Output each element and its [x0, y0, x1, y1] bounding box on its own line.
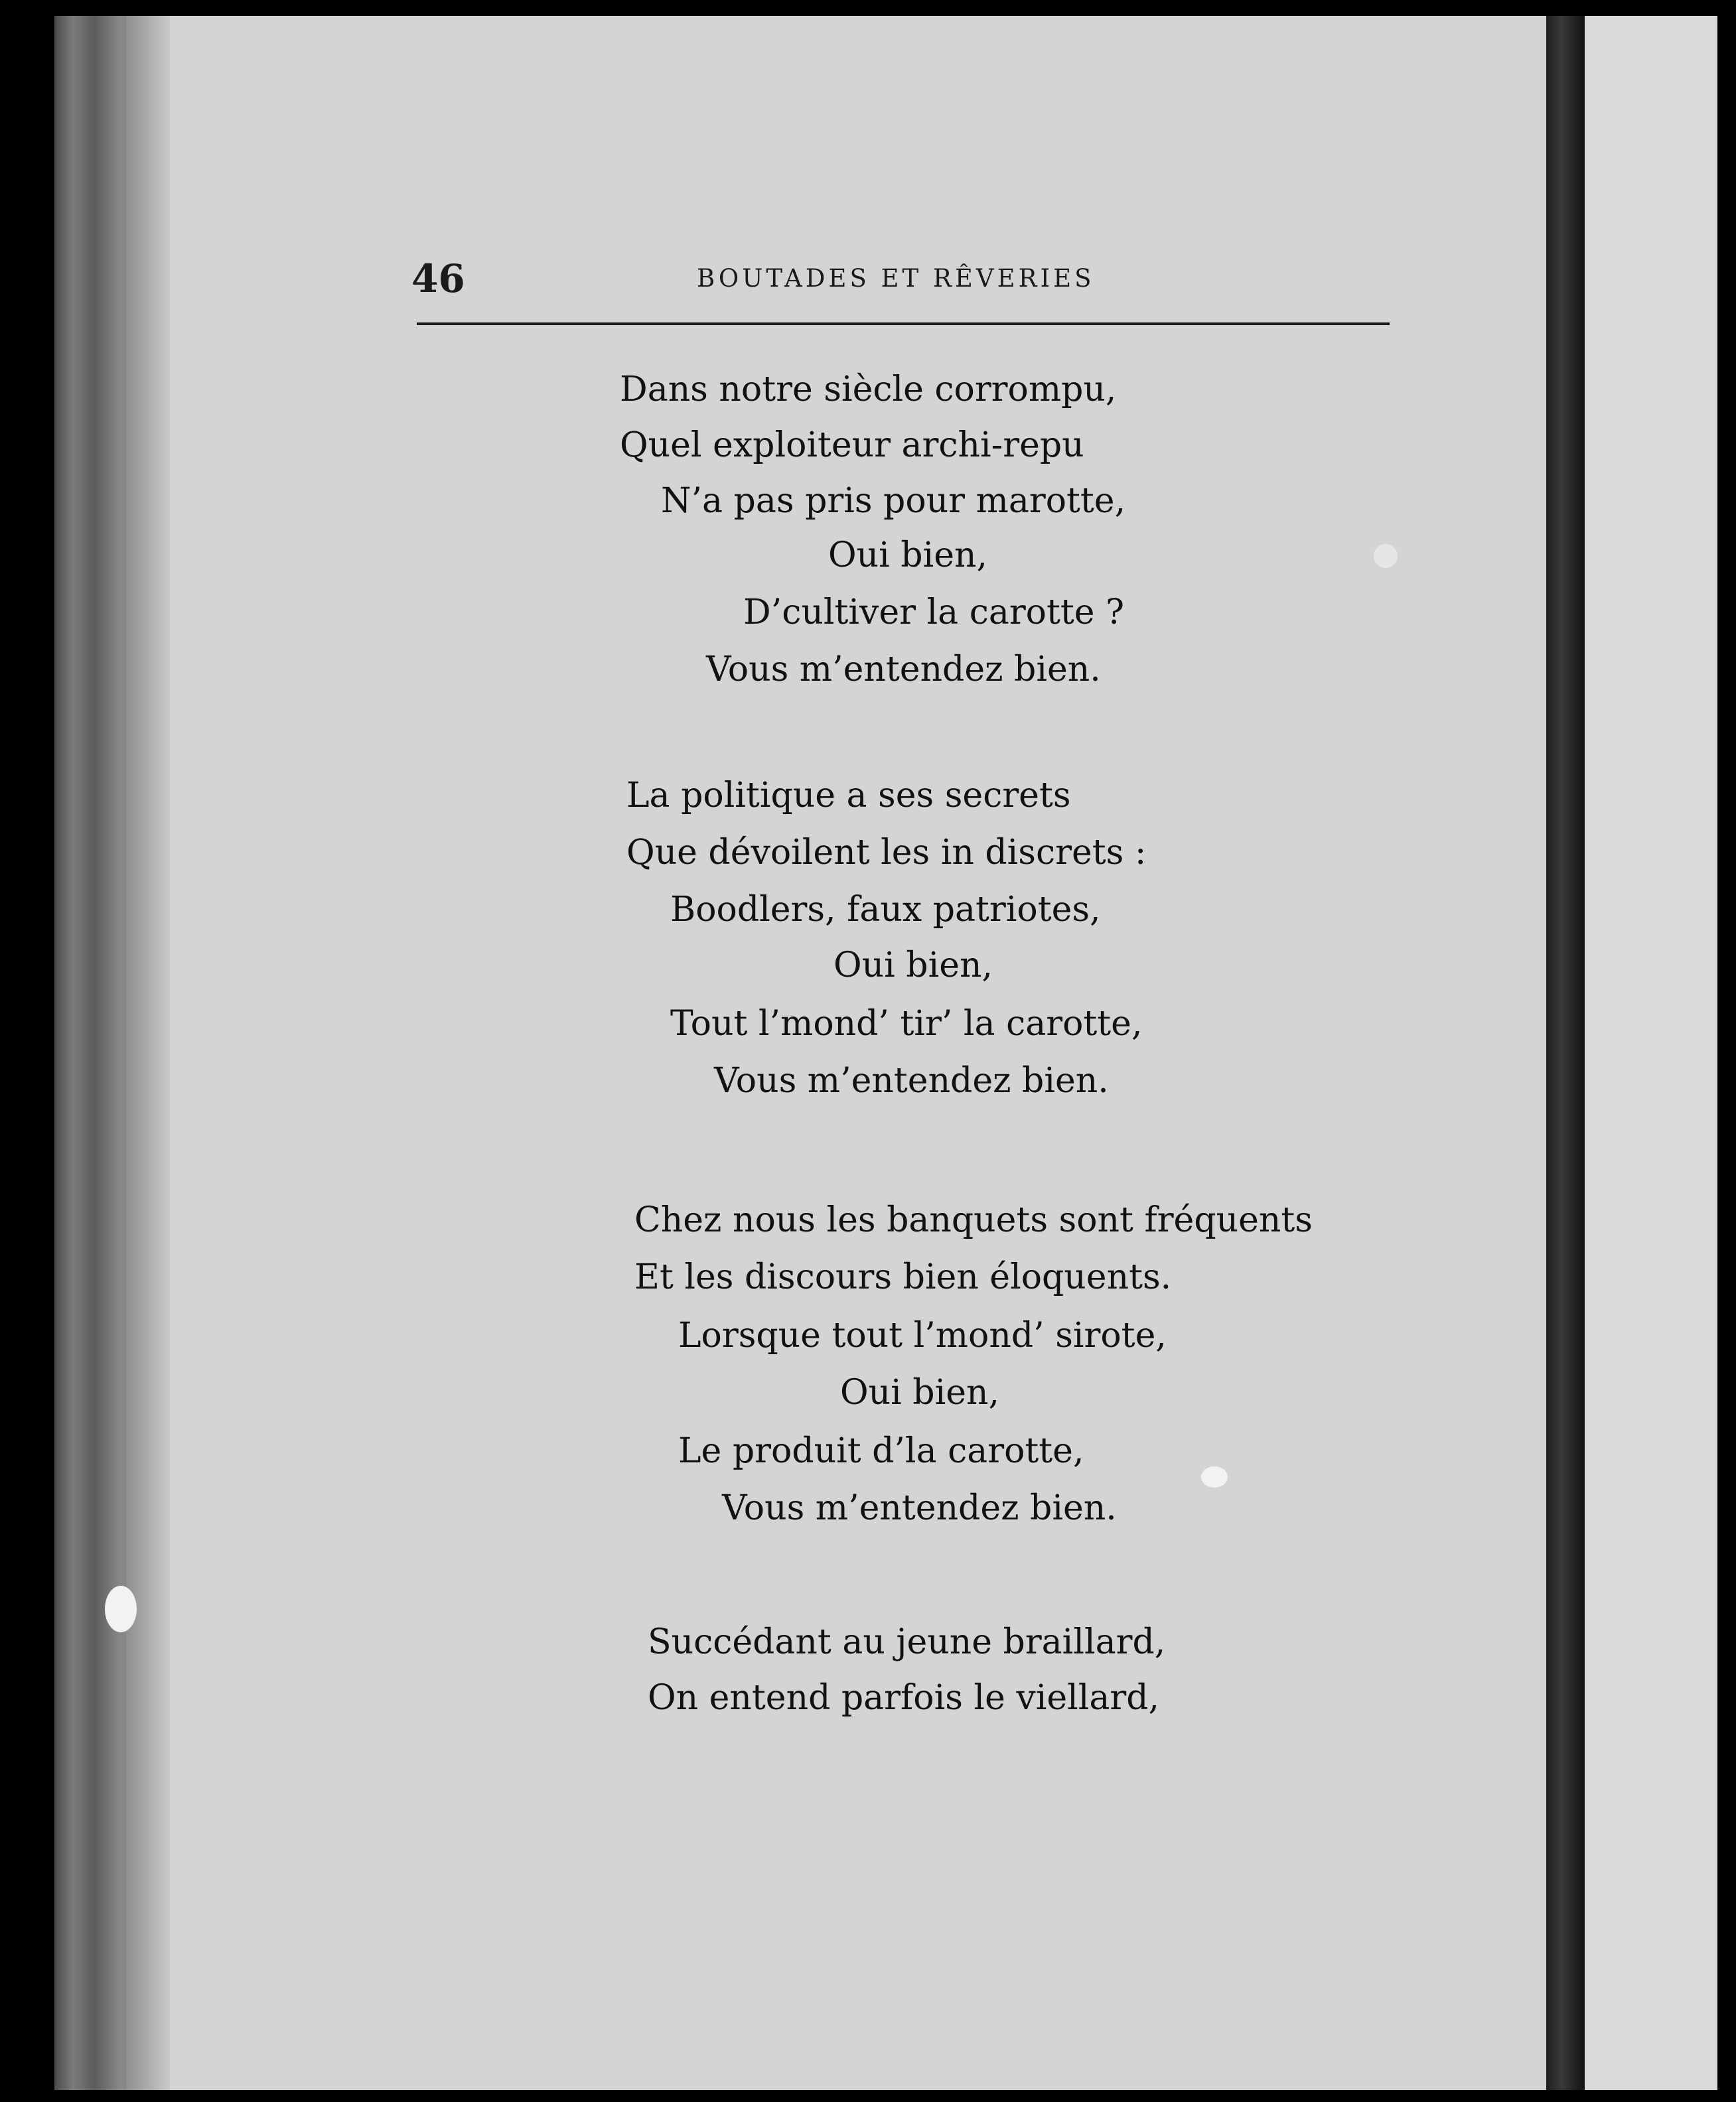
running-title: BOUTADES ET RÊVERIES: [697, 264, 1095, 293]
verse-line: Vous m’entendez bien.: [706, 650, 1101, 689]
verse-line: Dans notre siècle corrompu,: [620, 370, 1117, 409]
verse-line: N’a pas pris pour marotte,: [661, 481, 1126, 521]
verse-line: Oui bien,: [833, 946, 993, 985]
verse-line: Quel exploiteur archi-repu: [620, 425, 1084, 465]
verse-line: Boodlers, faux patriotes,: [670, 890, 1101, 930]
verse-line: Et les discours bien éloquents.: [634, 1257, 1172, 1297]
verse-line: Oui bien,: [840, 1373, 999, 1413]
verse-line: Succédant au jeune braillard,: [648, 1622, 1166, 1662]
verse-line: Vous m’entendez bien.: [714, 1061, 1109, 1101]
verse-line: On entend parfois le viellard,: [648, 1678, 1160, 1718]
verse-line: Chez nous les banquets sont fréquents: [634, 1200, 1313, 1240]
verse-line: Le produit d’la carotte,: [678, 1431, 1084, 1471]
verse-line: Lorsque tout l’mond’ sirote,: [678, 1316, 1167, 1356]
page-number: 46: [411, 256, 465, 301]
verse-line: Oui bien,: [828, 535, 987, 575]
verse-line: Tout l’mond’ tir’ la carotte,: [670, 1004, 1143, 1044]
verse-line: La politique a ses secrets: [626, 776, 1071, 815]
verse-line: Que dévoilent les in discrets :: [626, 833, 1147, 873]
verse-line: D’cultiver la carotte ?: [743, 593, 1124, 632]
verse-line: Vous m’entendez bien.: [722, 1488, 1117, 1528]
